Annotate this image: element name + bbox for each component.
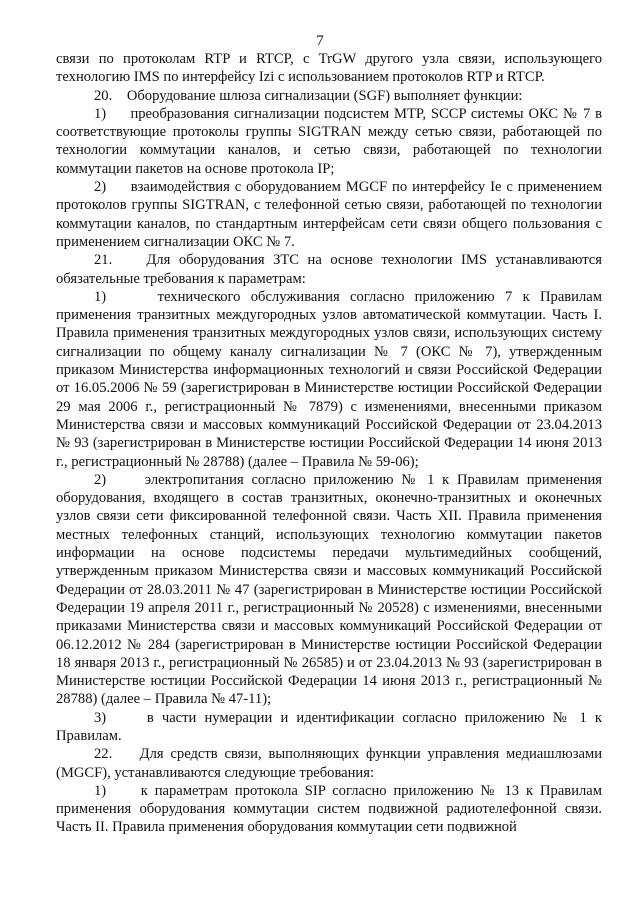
paragraph-continuation: связи по протоколам RTP и RTCP, с TrGW другого узла связи, использующего технологию IMS по интерфейсу Izi с использованием протоколов RTP и RTCP. [56,51,602,86]
paragraph-item-21-3: 3) в части нумерации и идентификации согласно приложению № 1 к Правилам. [56,709,602,744]
paragraph-item-20-1: 1) преобразования сигнализации подсистем MTP, SCCP системы ОКС № 7 в соответствующие протоколы группы SIGTRAN между сетью связи, работающей по технологии коммутации каналов, и сетью связи, работающей по технологии коммутации пакетов на основе протокола IP; [56,105,602,177]
paragraph-item-21-2: 2) электропитания согласно приложению № 1 к Правилам применения оборудования, входящего в состав транзитных, оконечно-транзитных и оконечных узлов связи сети фиксированной телефонной связи. Часть XII. Правила применения местных телефонных станций, использующих технологию коммутации пакетов информации на основе подсистемы передачи мультимедийных сообщений, утвержденным приказом Министерства связи и массовых коммуникаций Российской Федерации от 28.03.2011 № 47 (зарегистрирован в Министерстве юстиции Российской Федерации 19 апреля 2011 г., регистрационный № 20528) с изменениями, внесенными приказами Министерства связи и массовых коммуникаций Российской Федерации от 06.12.2012 № 284 (зарегистрирован в Министерстве юстиции Российской Федерации 18 января 2013 г., регистрационный № 26585) и от 23.04.2013 № 93 (зарегистрирован в Министерстве юстиции Российской Федерации 14 июня 2013 г., регистрационный № 28788) (далее – Правила № 47-11); [56,471,602,708]
document-body [56,50,602,837]
page-number: 7 [316,33,324,49]
paragraph-item-20-2: 2) взаимодействия с оборудованием MGCF по интерфейсу Ie с применением протоколов группы SIGTRAN, с телефонной сетью связи, работающей по технологии коммутации каналов, по стандартным интерфейсам сети связи общего пользования с применением сигнализации ОКС № 7. [56,179,602,250]
paragraph-item-20: 20. Оборудование шлюза сигнализации (SGF) выполняет функции: [94,87,523,104]
paragraph-item-22: 22. Для средств связи, выполняющих функции управления медиашлюзами (MGCF), устанавливаются следующие требования: [56,746,602,781]
paragraph-item-22-1: 1) к параметрам протокола SIP согласно приложению № 13 к Правилам применения оборудования коммутации систем подвижной радиотелефонной связи. Часть II. Правила применения оборудования коммутации сети подвижной [56,782,602,836]
paragraph-item-21: 21. Для оборудования ЗТС на основе технологии IMS устанавливаются обязательные требования к параметрам: [56,252,602,287]
paragraph-item-21-1: 1) технического обслуживания согласно приложению 7 к Правилам применения транзитных междугородных узлов автоматической коммутации. Часть I. Правила применения транзитных междугородных узлов связи, использующих систему сигнализации по общему каналу сигнализации № 7 (ОКС № 7), утвержденным приказом Министерства информационных технологий и связи Российской Федерации от 16.05.2006 № 59 (зарегистрирован в Министерстве юстиции Российской Федерации 29 мая 2006 г., регистрационный № 7879) с изменениями, внесенными приказом Министерства связи и массовых коммуникаций Российской Федерации от 23.04.2013 № 93 (зарегистрирован в Министерстве юстиции Российской Федерации 14 июня 2013 г., регистрационный № 28788) (далее – Правила № 59-06); [56,288,602,470]
